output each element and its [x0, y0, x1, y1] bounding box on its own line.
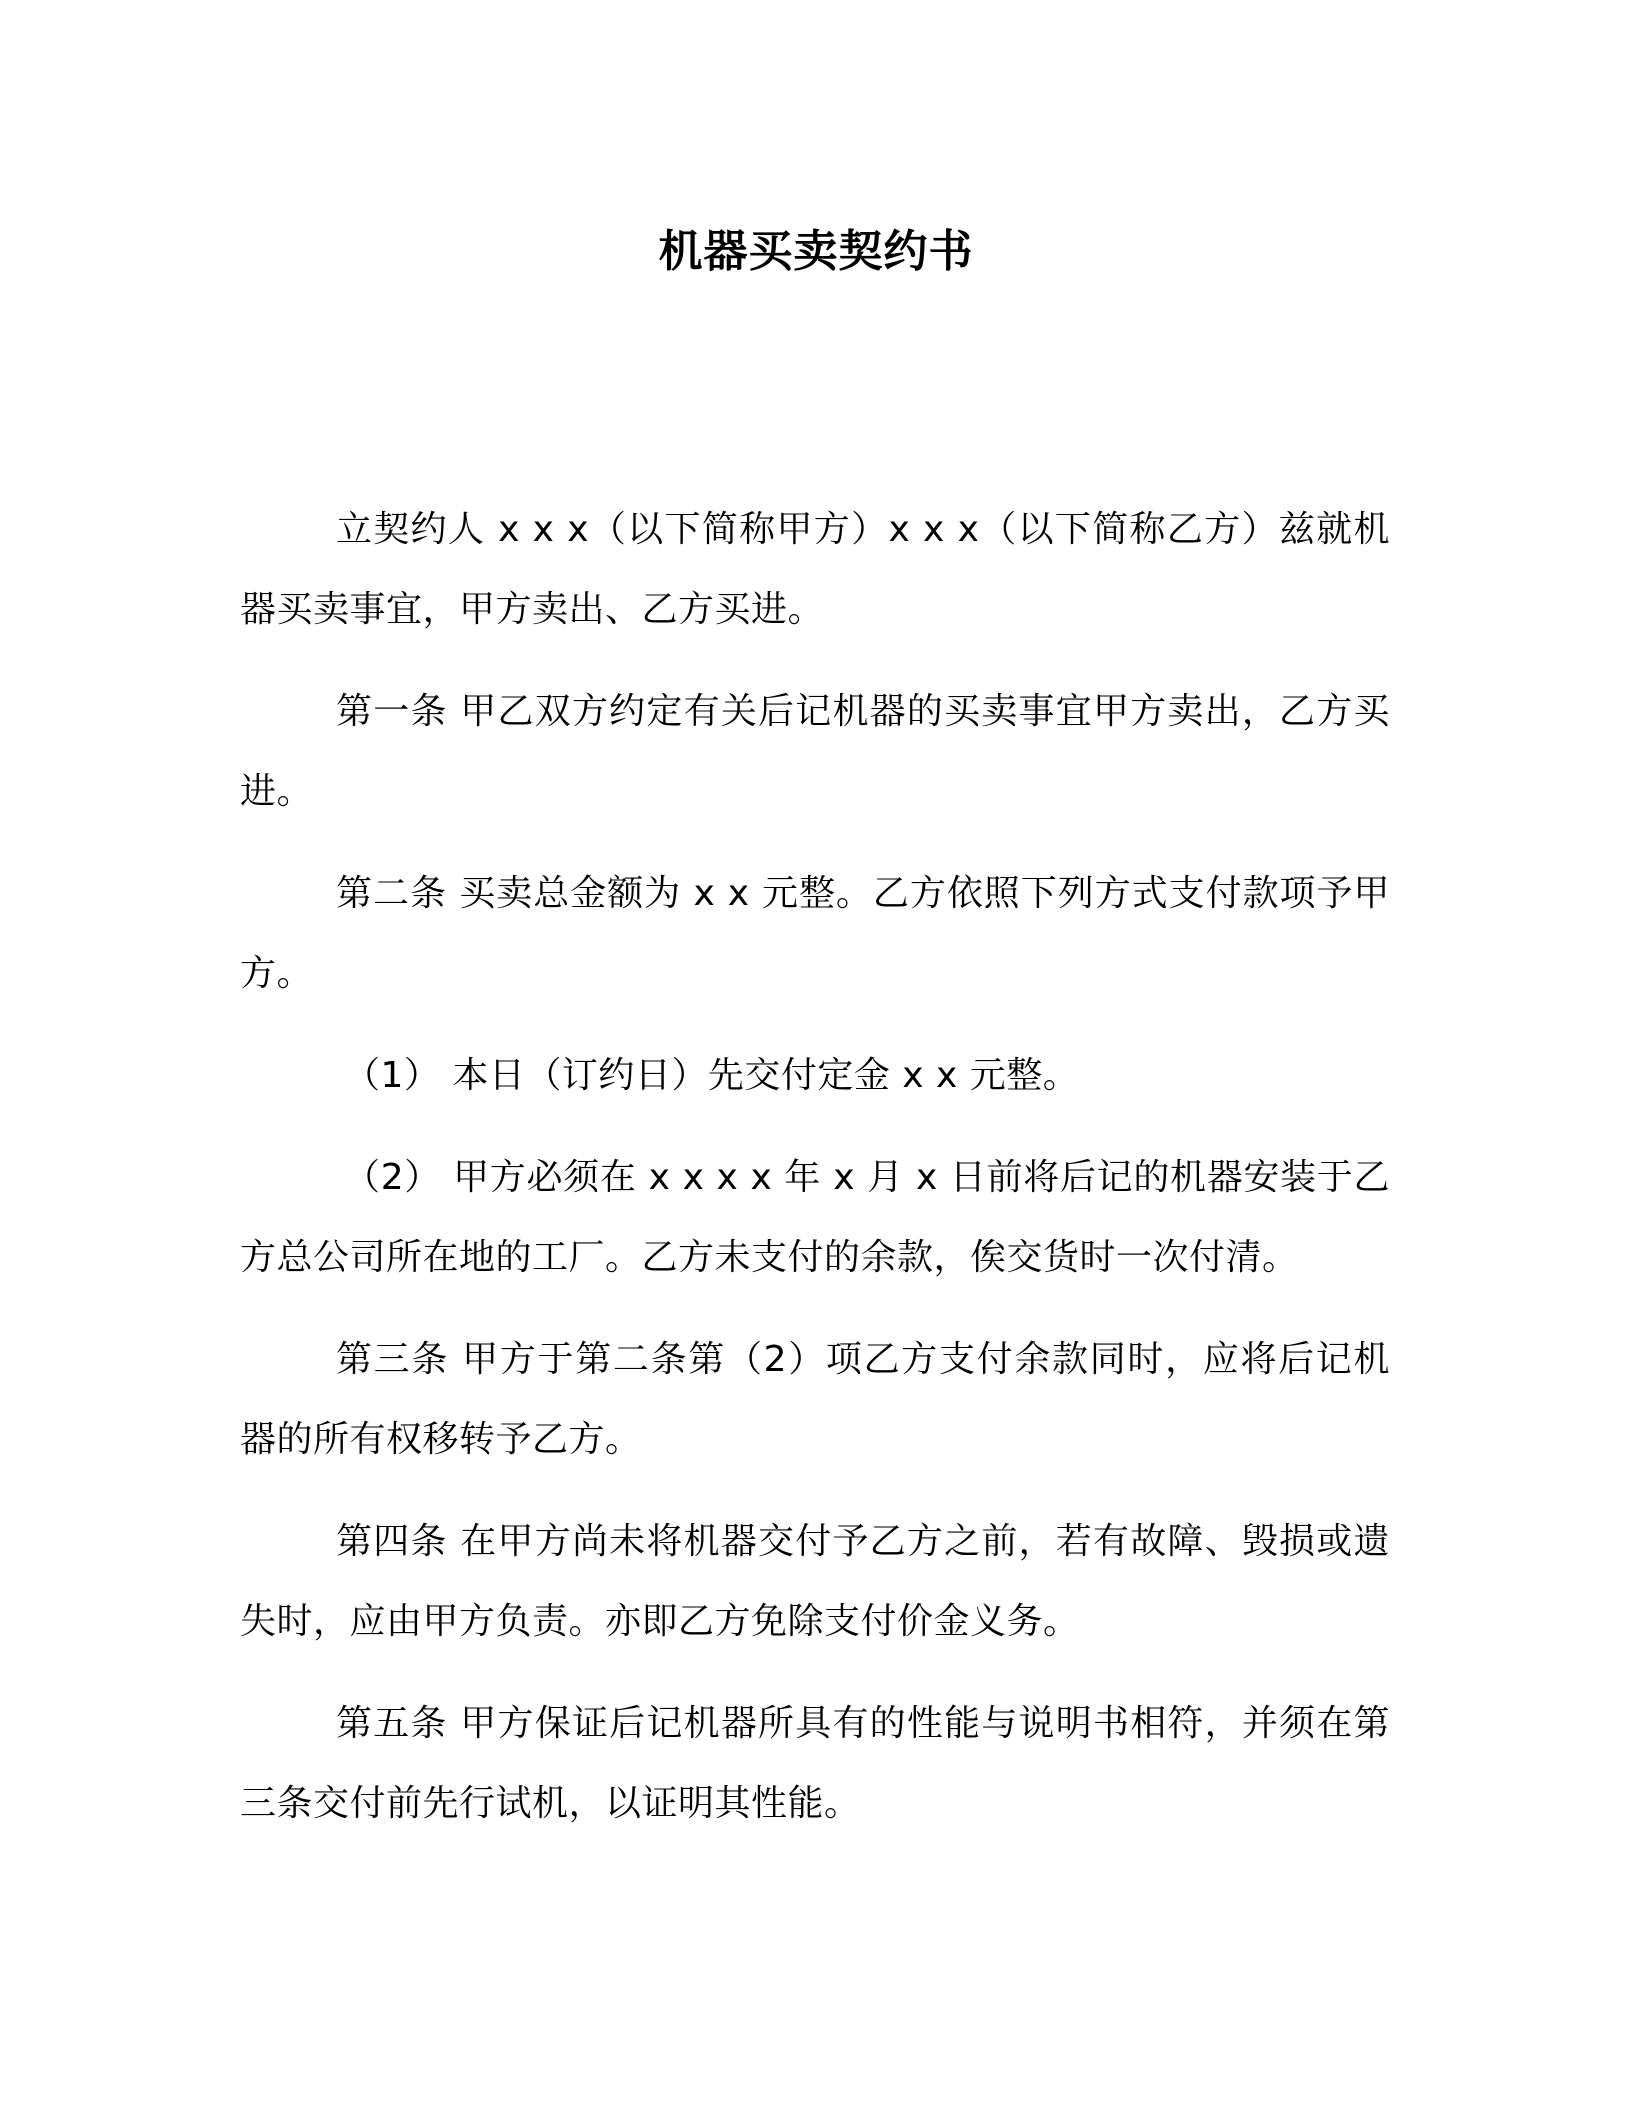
paragraph-article-2-item-1: （1） 本日（订约日）先交付定金 x x 元整。	[344, 1055, 1080, 1096]
paragraph-article-2-item-2: （2） 甲方必须在 x x x x 年 x 月 x 日前将后记的机器安装于乙方总公司所在地的工厂。乙方未支付的余款，俟交货时一次付清。	[240, 1157, 1390, 1278]
paragraph-article-2: 第二条 买卖总金额为 x x 元整。乙方依照下列方式支付款项予甲方。	[240, 873, 1390, 994]
document-title: 机器买卖契约书	[658, 226, 974, 277]
paragraph-article-1: 第一条 甲乙双方约定有关后记机器的买卖事宜甲方卖出，乙方买进。	[240, 691, 1390, 812]
paragraph-preamble: 立契约人 x x x（以下简称甲方）x x x（以下简称乙方）兹就机器买卖事宜，甲方卖出、乙方买进。	[240, 509, 1390, 630]
paragraph-article-3: 第三条 甲方于第二条第（2）项乙方支付余款同时，应将后记机器的所有权移转予乙方。	[240, 1339, 1390, 1460]
paragraph-article-5: 第五条 甲方保证后记机器所具有的性能与说明书相符，并须在第三条交付前先行试机，以证明其性能。	[240, 1703, 1390, 1824]
document-body	[240, 490, 1390, 1866]
paragraph-article-4: 第四条 在甲方尚未将机器交付予乙方之前，若有故障、毁损或遗失时，应由甲方负责。亦即乙方免除支付价金义务。	[240, 1521, 1390, 1642]
